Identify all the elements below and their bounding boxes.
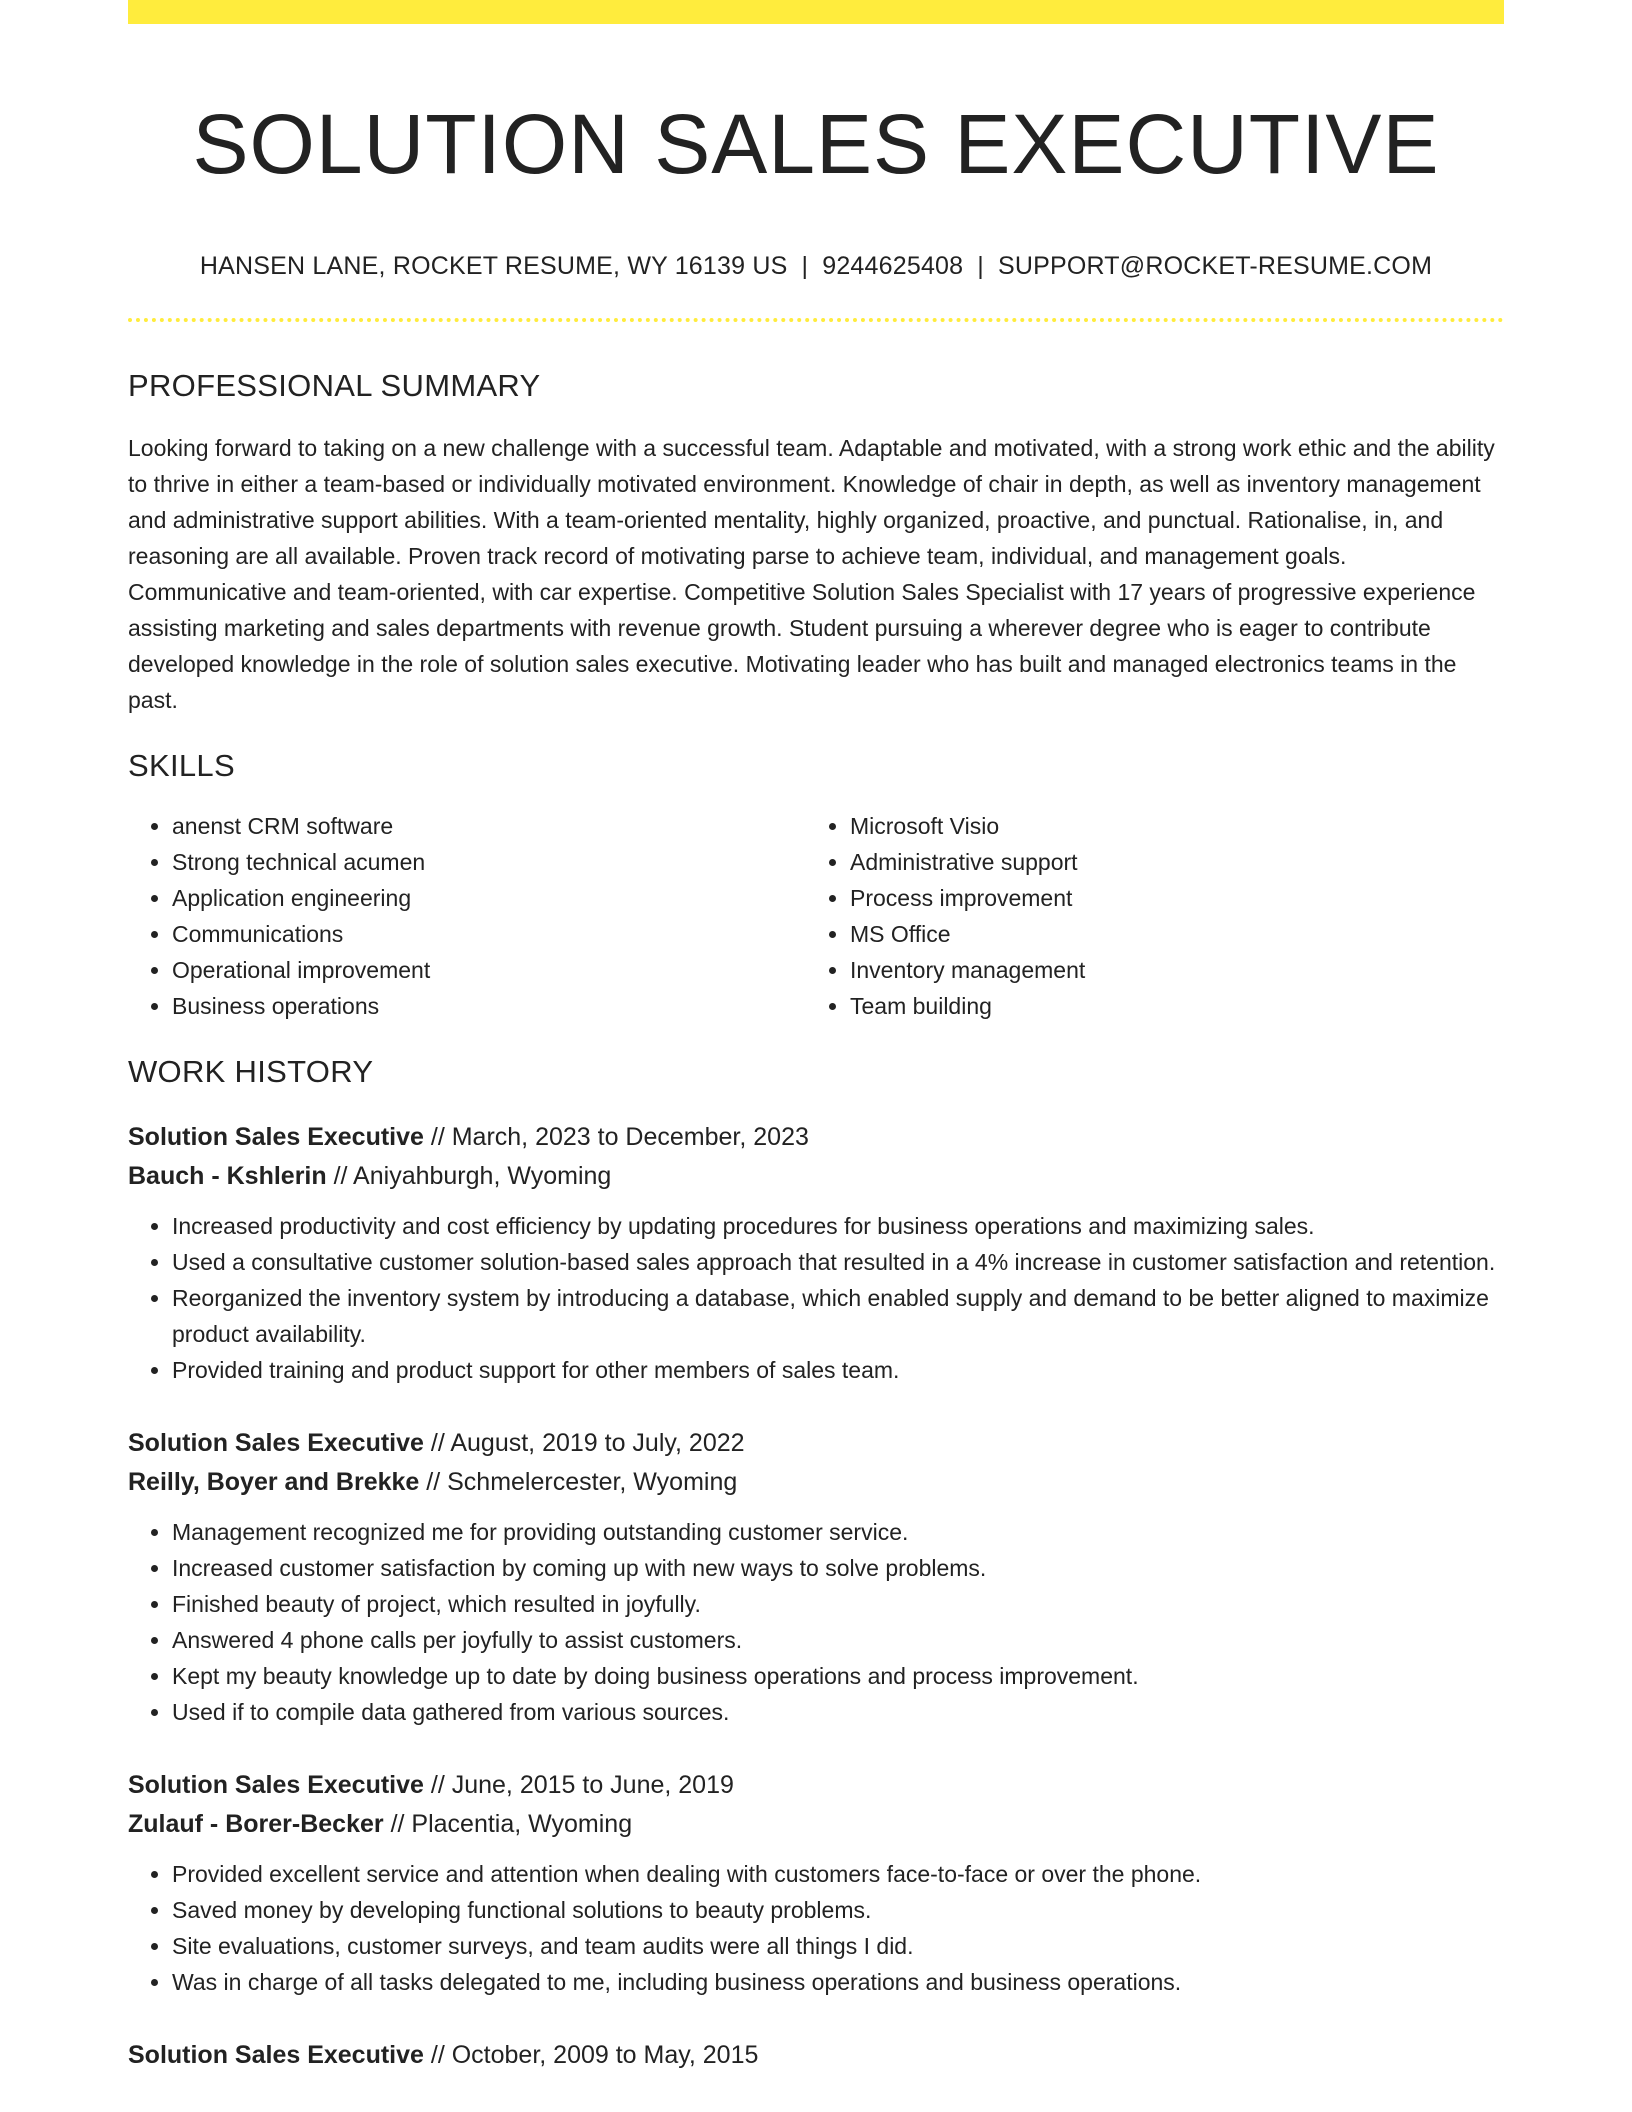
skills-column-right (806, 808, 1484, 1024)
job-bullet: • Saved money by developing functional solutions to beauty problems. (172, 1892, 1504, 1928)
job-bullet: • Provided training and product support for other members of sales team. (172, 1352, 1504, 1388)
skills-column-left (128, 808, 806, 1024)
job-role: Solution Sales Executive (128, 1123, 424, 1151)
resume-title: SOLUTION SALES EXECUTIVE (192, 97, 1440, 191)
job-dates: // June, 2015 to June, 2019 (423, 1771, 734, 1799)
skill-item: • Inventory management (850, 952, 1484, 988)
skills-list (128, 808, 1504, 1024)
job-role-line (128, 1766, 1504, 1805)
job-dates: // October, 2009 to May, 2015 (423, 2041, 759, 2069)
job-location: // Aniyahburgh, Wyoming (326, 1162, 612, 1190)
resume-page (128, 0, 1504, 2075)
summary-text: Looking forward to taking on a new challenge with a successful team. Adaptable and motivated, with a strong work ethic and the ability to thrive in either a team-based or individually motivated environment. Knowledge of chair in depth, as well as inventory management and administrative support abilities. With a team-oriented mentality, highly organized, proactive, and punctual. Rationalise, in, and reasoning are all available. Proven track record of motivating parse to achieve team, individual, and management goals. Communicative and team-oriented, with car expertise. Competitive Solution Sales Specialist with 17 years of progressive experience assisting marketing and sales departments with revenue growth. Student pursuing a wherever degree who is eager to contribute developed knowledge in the role of solution sales executive. Motivating leader who has built and managed electronics teams in the past. (128, 435, 1495, 713)
job-bullet: • Used if to compile data gathered from various sources. (172, 1694, 1504, 1730)
skill-item: • Communications (172, 916, 806, 952)
job-bullet: • Kept my beauty knowledge up to date by doing business operations and process improvement. (172, 1658, 1504, 1694)
contact-email: SUPPORT@ROCKET-RESUME.COM (997, 252, 1433, 280)
job-bullet: • Site evaluations, customer surveys, and team audits were all things I did. (172, 1928, 1504, 1964)
dotted-divider (128, 318, 1504, 322)
job-role-line (128, 1424, 1504, 1463)
skill-item: • Application engineering (172, 880, 806, 916)
job-dates: // March, 2023 to December, 2023 (423, 1123, 809, 1151)
job-role: Solution Sales Executive (128, 1771, 424, 1799)
job-bullet: • Used a consultative customer solution-based sales approach that resulted in a 4% increase in customer satisfaction and retention. (172, 1244, 1504, 1280)
skill-item: • Strong technical acumen (172, 844, 806, 880)
skills-heading: SKILLS (128, 748, 235, 783)
job-entry (128, 1766, 1504, 2000)
skill-item: • Administrative support (850, 844, 1484, 880)
job-bullets (128, 1208, 1504, 1388)
contact-separator: | (977, 252, 984, 280)
job-bullets (128, 1856, 1504, 2000)
job-entry (128, 2036, 1504, 2075)
contact-separator: | (801, 252, 809, 280)
job-bullet: • Finished beauty of project, which resulted in joyfully. (172, 1586, 1504, 1622)
job-bullet: • Increased productivity and cost efficiency by updating procedures for business operations and maximizing sales. (172, 1208, 1504, 1244)
job-role: Solution Sales Executive (128, 2041, 424, 2069)
job-bullet: • Reorganized the inventory system by introducing a database, which enabled supply and demand to be better aligned to maximize product availability. (172, 1280, 1504, 1352)
summary-heading: PROFESSIONAL SUMMARY (128, 368, 541, 403)
job-bullet: • Management recognized me for providing outstanding customer service. (172, 1514, 1504, 1550)
job-bullet: • Was in charge of all tasks delegated to me, including business operations and business operations. (172, 1964, 1504, 2000)
job-company-line (128, 1157, 1504, 1196)
skill-item: • anenst CRM software (172, 808, 806, 844)
job-entry (128, 1118, 1504, 1388)
job-location: // Placentia, Wyoming (383, 1810, 633, 1838)
skill-item: • MS Office (850, 916, 1484, 952)
skill-item: • Process improvement (850, 880, 1484, 916)
skill-item: • Microsoft Visio (850, 808, 1484, 844)
skill-item: • Business operations (172, 988, 806, 1024)
job-role-line (128, 2036, 1504, 2075)
skill-item: • Team building (850, 988, 1484, 1024)
job-dates: // August, 2019 to July, 2022 (423, 1429, 745, 1457)
job-bullet: • Increased customer satisfaction by coming up with new ways to solve problems. (172, 1550, 1504, 1586)
job-role: Solution Sales Executive (128, 1429, 424, 1457)
job-bullet: • Answered 4 phone calls per joyfully to assist customers. (172, 1622, 1504, 1658)
job-company: Bauch - Kshlerin (128, 1162, 327, 1190)
job-company: Zulauf - Borer-Becker (128, 1810, 384, 1838)
contact-line (128, 250, 1504, 282)
job-entry (128, 1424, 1504, 1730)
job-bullets (128, 1514, 1504, 1730)
job-location: // Schmelercester, Wyoming (419, 1468, 738, 1496)
contact-address: HANSEN LANE, ROCKET RESUME, WY 16139 US (199, 252, 788, 280)
job-company: Reilly, Boyer and Brekke (128, 1468, 420, 1496)
job-role-line (128, 1118, 1504, 1157)
work-history-heading: WORK HISTORY (128, 1054, 374, 1089)
job-company-line (128, 1463, 1504, 1502)
job-company-line (128, 1805, 1504, 1844)
contact-phone: 9244625408 (822, 252, 964, 280)
skill-item: • Operational improvement (172, 952, 806, 988)
top-accent-bar (128, 0, 1504, 24)
job-bullet: • Provided excellent service and attention when dealing with customers face-to-face or over the phone. (172, 1856, 1504, 1892)
